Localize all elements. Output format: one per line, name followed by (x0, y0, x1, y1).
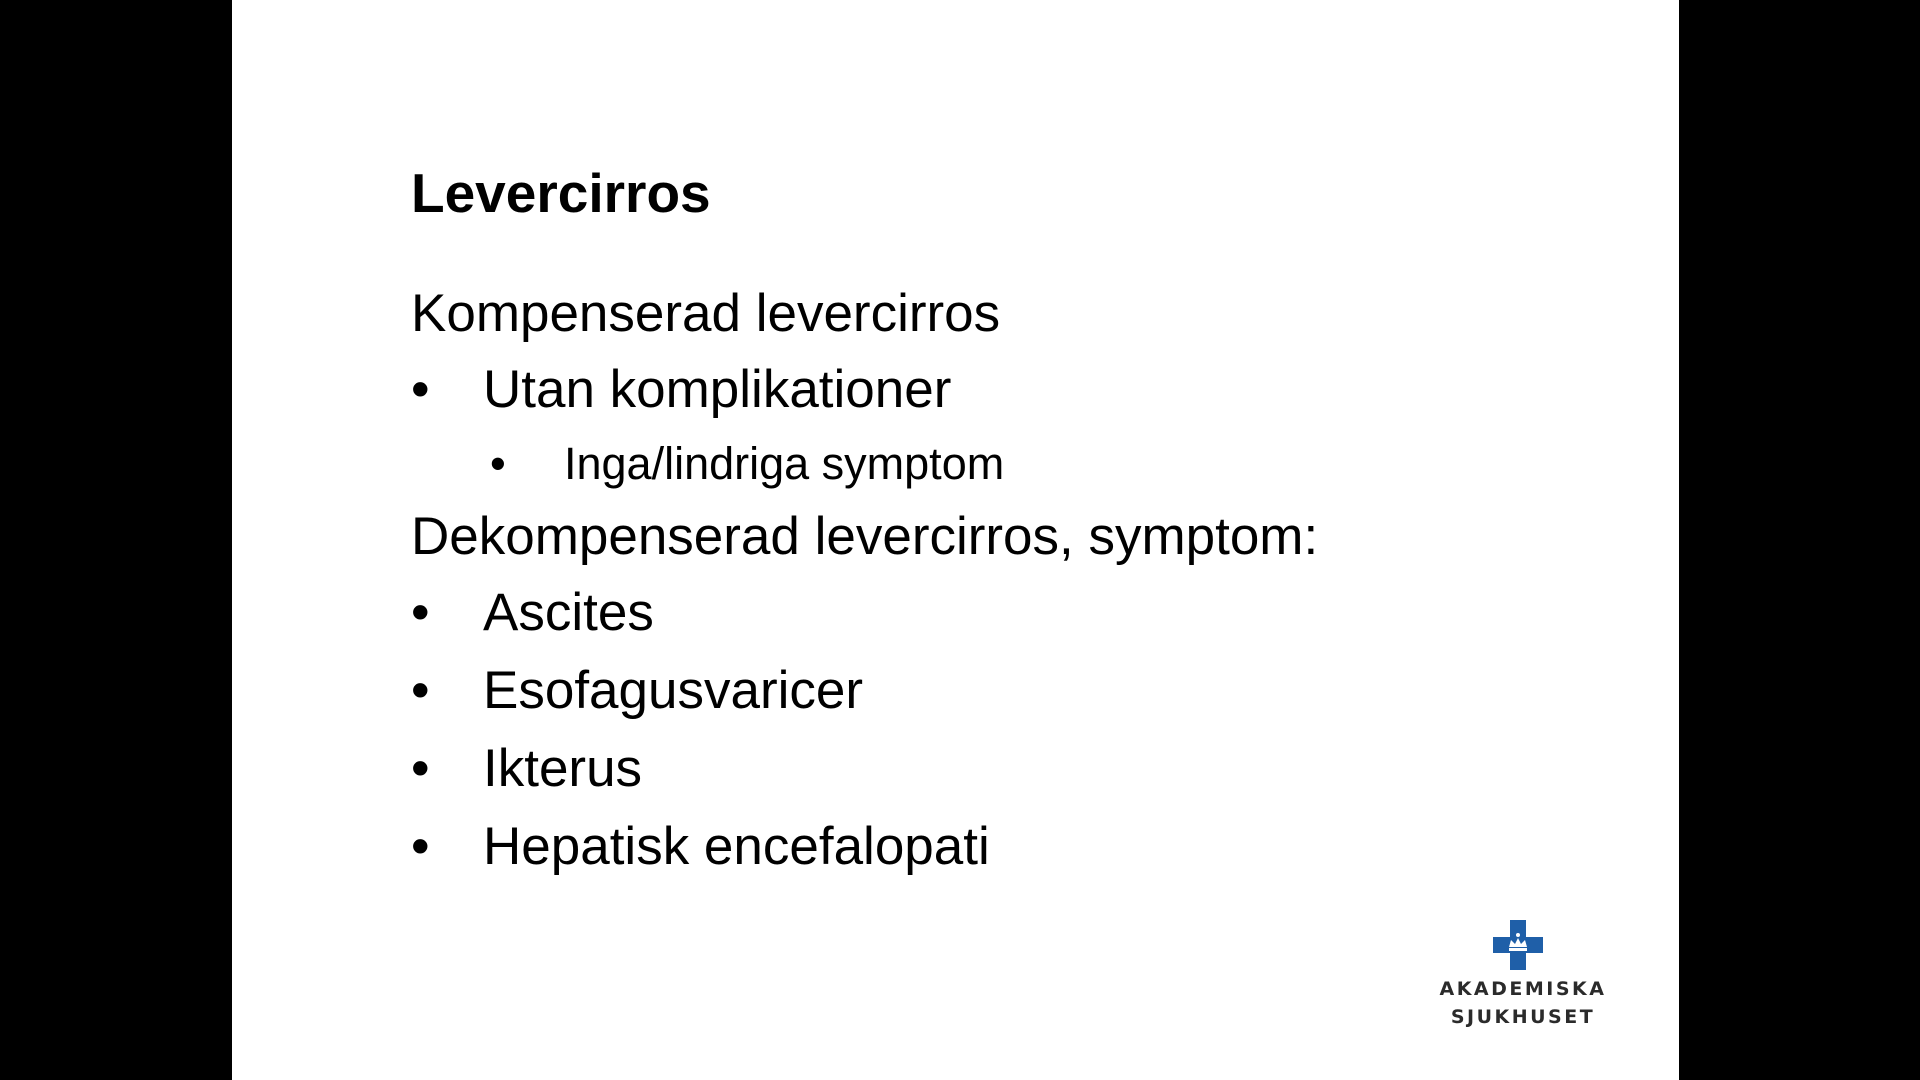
sub-bullet-marker: • (490, 438, 506, 489)
slide-title: Levercirros (411, 162, 711, 224)
logo-text-line1: AKADEMISKA (1439, 978, 1607, 1000)
bullet-text: Hepatisk encefalopati (483, 817, 990, 876)
slide-content (411, 276, 1611, 886)
bullet-marker: • (411, 739, 430, 798)
bullet-marker: • (411, 583, 430, 642)
hospital-logo (1438, 920, 1608, 1030)
bullet-item (411, 652, 1611, 730)
bullet-text: Ascites (483, 583, 654, 642)
bullet-marker: • (411, 661, 430, 720)
bullet-text: Esofagusvaricer (483, 661, 864, 720)
section-heading-compensated: Kompenserad levercirros (411, 284, 1001, 343)
bullet-item (411, 730, 1611, 808)
presentation-slide (232, 0, 1679, 1080)
bullet-item (411, 574, 1611, 652)
sub-bullet-item (411, 429, 1611, 499)
bullet-text: Ikterus (483, 739, 643, 798)
blue-cross-crown-icon (1493, 920, 1543, 970)
bullet-item (411, 808, 1611, 886)
bullet-text: Utan komplikationer (483, 360, 952, 419)
section-heading-decompensated: Dekompenserad levercirros, symptom: (411, 507, 1319, 566)
bullet-marker: • (411, 817, 430, 876)
bullet-item (411, 351, 1611, 429)
bullet-marker: • (411, 360, 430, 419)
logo-text-line2: SJUKHUSET (1450, 1006, 1596, 1028)
sub-bullet-text: Inga/lindriga symptom (564, 438, 1005, 489)
